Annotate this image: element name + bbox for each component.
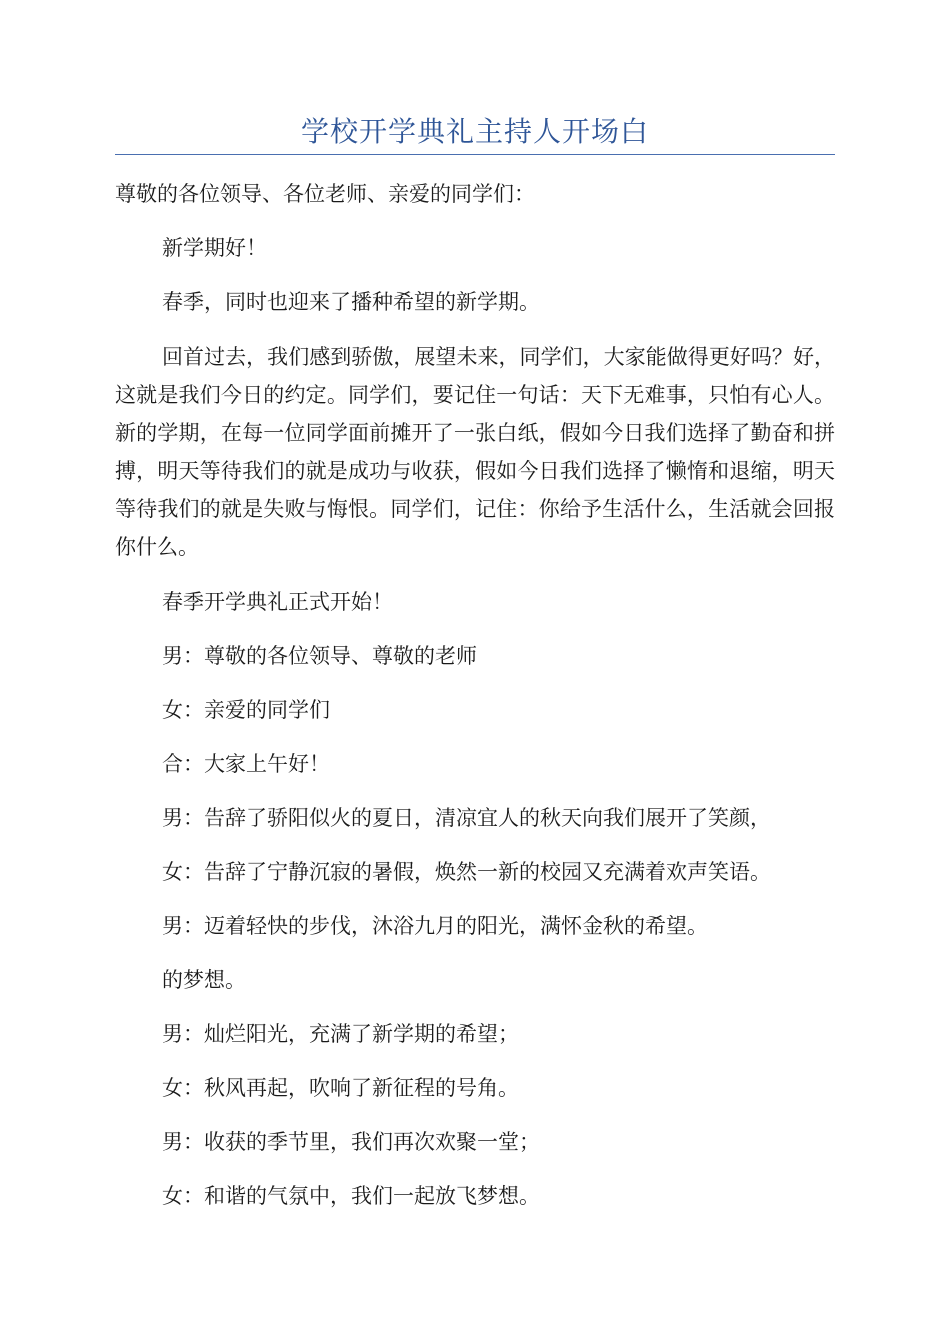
dialogue-line: 女：亲爱的同学们 <box>162 698 330 722</box>
dialogue-line: 男：迈着轻快的步伐，沐浴九月的阳光，满怀金秋的希望。 <box>162 914 708 938</box>
document-body <box>115 176 835 1232</box>
paragraph: 春季，同时也迎来了播种希望的新学期。 <box>162 290 540 314</box>
paragraph: 春季开学典礼正式开始！ <box>162 590 393 614</box>
dialogue-line: 男：告辞了骄阳似火的夏日，清凉宜人的秋天向我们展开了笑颜， <box>162 806 771 830</box>
dialogue-line: 女：告辞了宁静沉寂的暑假，焕然一新的校园又充满着欢声笑语。 <box>162 860 771 884</box>
paragraph: 回首过去，我们感到骄傲，展望未来，同学们，大家能做得更好吗？好，这就是我们今日的约定。同学们，要记住一句话：天下无难事，只怕有心人。新的学期，在每一位同学面前摊开了一张白纸，假如今日我们选择了勤奋和拼搏，明天等待我们的就是成功与收获，假如今日我们选择了懒惰和退缩，明天等待我们的就是失败与悔恨。同学们，记住：你给予生活什么，生活就会回报你什么。 <box>115 345 835 559</box>
paragraph: 新学期好！ <box>162 236 267 260</box>
dialogue-line: 男：灿烂阳光，充满了新学期的希望； <box>162 1022 519 1046</box>
document-title: 学校开学典礼主持人开场白 <box>300 115 649 148</box>
dialogue-line: 男：收获的季节里，我们再次欢聚一堂； <box>162 1130 540 1154</box>
paragraph: 的梦想。 <box>162 968 246 992</box>
dialogue-line: 男：尊敬的各位领导、尊敬的老师 <box>162 644 477 668</box>
dialogue-line: 女：秋风再起，吹响了新征程的号角。 <box>162 1076 519 1100</box>
title-underline <box>115 154 835 155</box>
salutation: 尊敬的各位领导、各位老师、亲爱的同学们： <box>115 182 535 206</box>
dialogue-line: 女：和谐的气氛中，我们一起放飞梦想。 <box>162 1184 540 1208</box>
dialogue-line: 合：大家上午好！ <box>162 752 330 776</box>
